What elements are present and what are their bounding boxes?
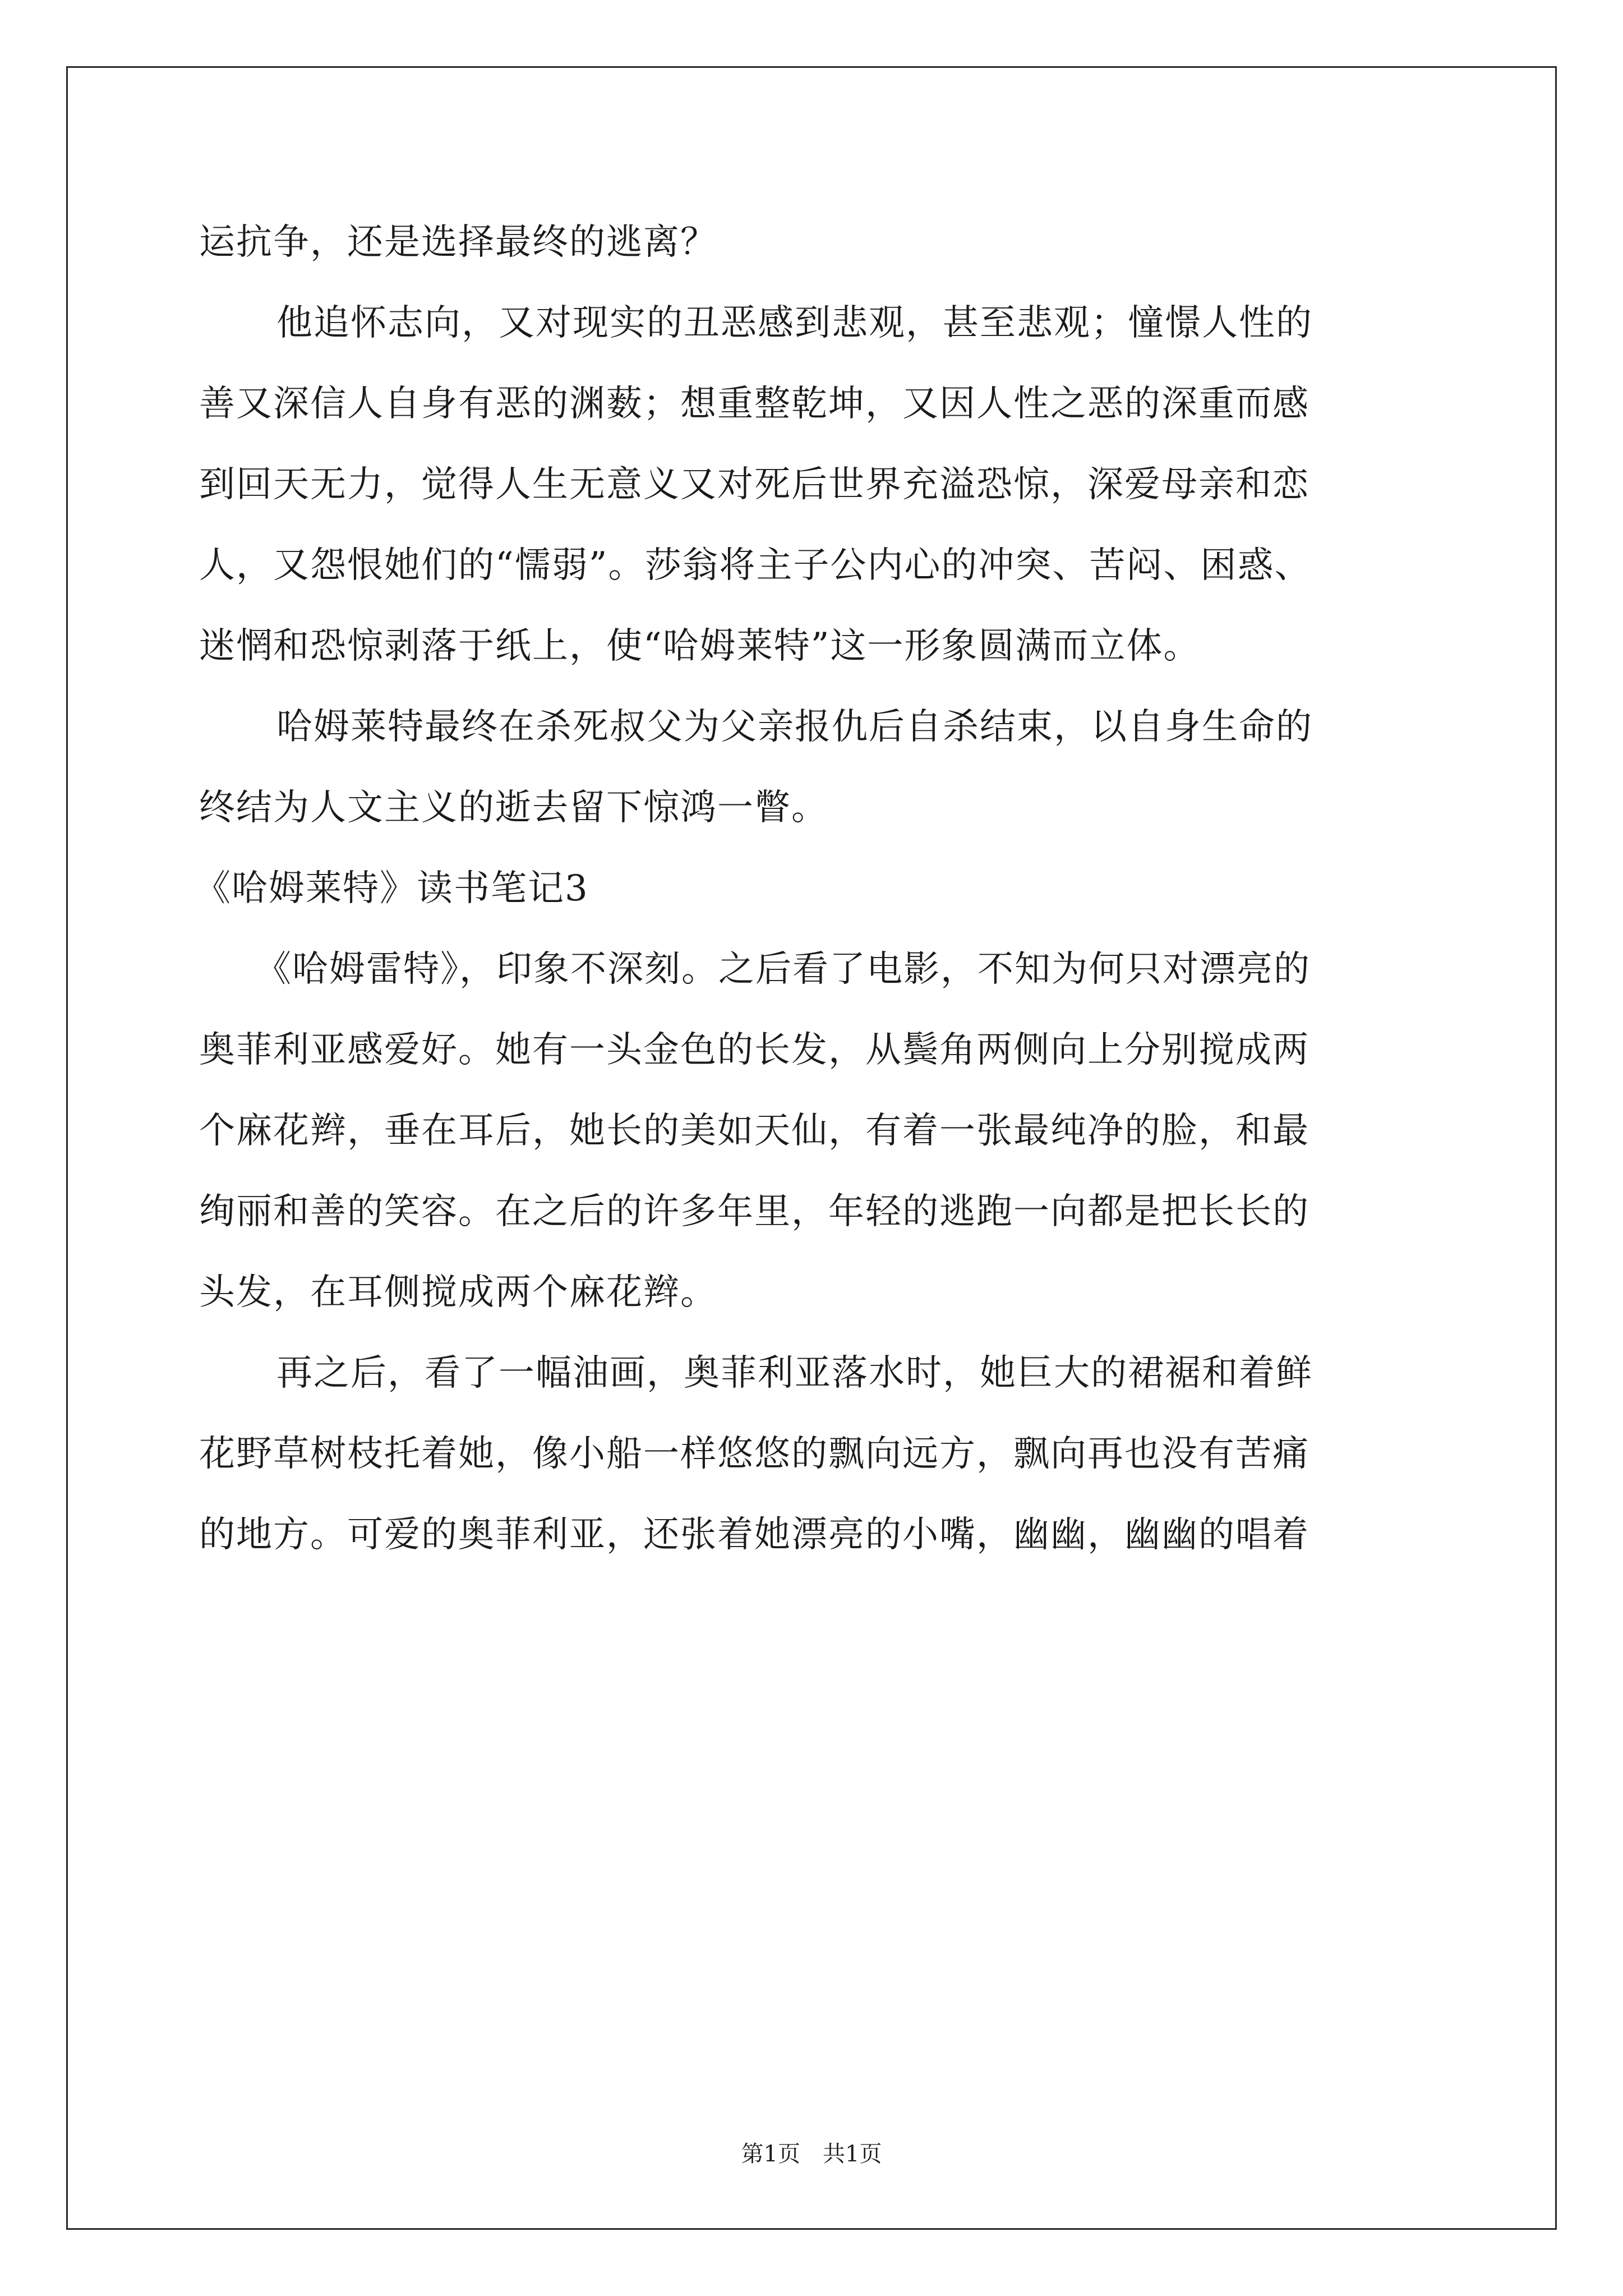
text-line: 头发，在耳侧搅成两个麻花辫。	[199, 1272, 717, 1313]
page-number: 第1页 共1页	[741, 2141, 882, 2167]
text-line: 善又深信人自身有恶的渊薮；想重整乾坤，又因人性之恶的深重而感	[199, 383, 1310, 425]
text-line: 花野草树枝托着她，像小船一样悠悠的飘向远方，飘向再也没有苦痛	[199, 1433, 1310, 1475]
document-body	[195, 202, 1444, 1575]
text-line: 奥菲利亚感爱好。她有一头金色的长发，从鬓角两侧向上分别搅成两	[199, 1029, 1310, 1071]
paragraph-start: 《哈姆雷特》，印象不深刻。之后看了电影，不知为何只对漂亮的	[255, 949, 1311, 990]
text-line: 人，又怨恨她们的“懦弱”。莎翁将主子公内心的冲突、苦闷、困惑、	[199, 545, 1312, 586]
paragraph-start: 哈姆莱特最终在杀死叔父为父亲报仇后自杀结束，以自身生命的	[276, 706, 1313, 748]
section-heading: 《哈姆莱特》读书笔记3	[195, 868, 589, 909]
paragraph-start: 他追怀志向，又对现实的丑恶感到悲观，甚至悲观；憧憬人性的	[276, 302, 1313, 344]
text-line: 到回天无力，觉得人生无意义又对死后世界充溢恐惊，深爱母亲和恋	[199, 464, 1310, 505]
text-line: 绚丽和善的笑容。在之后的许多年里，年轻的逃跑一向都是把长长的	[199, 1191, 1310, 1232]
paragraph-start: 再之后，看了一幅油画，奥菲利亚落水时，她巨大的裙裾和着鲜	[276, 1352, 1313, 1394]
text-line: 运抗争，还是选择最终的逃离？	[199, 222, 717, 263]
text-line: 迷惘和恐惊剥落于纸上，使“哈姆莱特”这一形象圆满而立体。	[199, 625, 1201, 667]
text-line: 的地方。可爱的奥菲利亚，还张着她漂亮的小嘴，幽幽，幽幽的唱着	[199, 1514, 1310, 1556]
text-line: 个麻花辫，垂在耳后，她长的美如天仙，有着一张最纯净的脸，和最	[199, 1110, 1310, 1152]
text-line: 终结为人文主义的逝去留下惊鸿一瞥。	[199, 787, 828, 829]
